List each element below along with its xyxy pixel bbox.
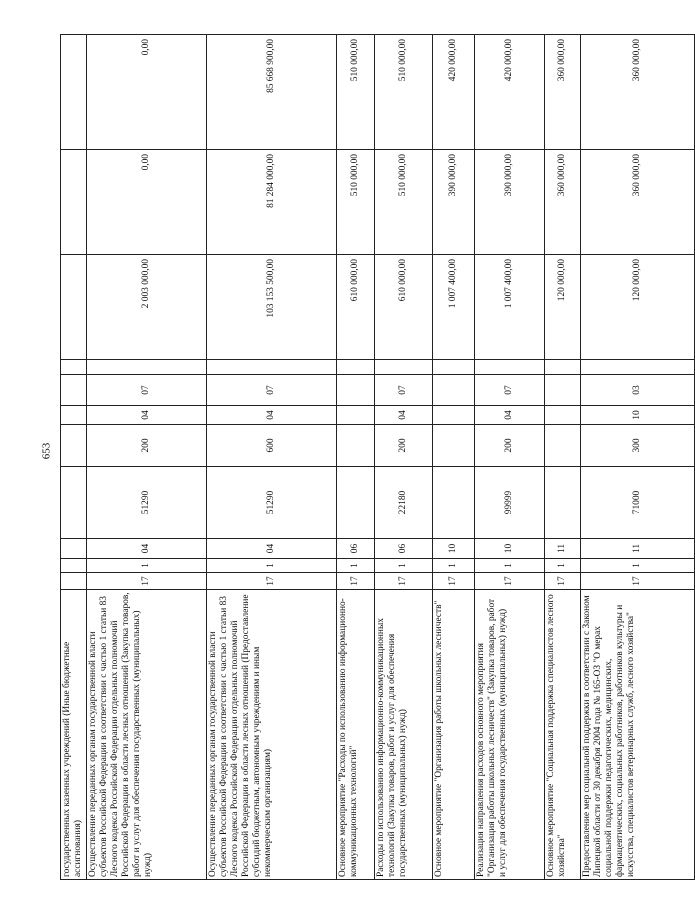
amount-year-3-cell: 510 000,00 [337,35,375,150]
amount-year-3-cell: 420 000,00 [433,35,475,150]
section-code-cell: 04 [475,406,545,425]
subsection-code-cell [433,375,475,406]
expense-type-code-cell [545,425,581,467]
amount-year-1-cell: 103 153 500,00 [207,255,337,360]
amount-year-1-cell: 610 000,00 [337,255,375,360]
extra-code-cell [207,360,337,375]
amount-year-2-cell: 390 000,00 [433,150,475,255]
subprogram-code-cell: 1 [475,559,545,573]
table-body [61,35,695,880]
table-row [475,35,545,880]
program-code-cell: 17 [475,573,545,590]
main-event-code-cell: 10 [475,539,545,559]
program-code-cell: 17 [87,573,207,590]
subprogram-code-cell: 1 [207,559,337,573]
subsection-code-cell: 07 [475,375,545,406]
main-event-code-cell: 11 [581,539,695,559]
extra-code-cell [581,360,695,375]
description-cell: Основное мероприятие "Организация работы школьных лесничеств" [433,590,475,880]
main-event-code-cell: 10 [433,539,475,559]
section-code-cell [337,406,375,425]
main-event-code-cell: 11 [545,539,581,559]
main-event-code-cell: 06 [375,539,433,559]
budget-table [60,34,695,880]
program-code-cell: 17 [375,573,433,590]
extra-code-cell [545,360,581,375]
amount-year-3-cell: 420 000,00 [475,35,545,150]
subsection-code-cell: 07 [87,375,207,406]
subsection-code-cell [545,375,581,406]
program-code-cell: 17 [337,573,375,590]
amount-year-2-cell: 360 000,00 [545,150,581,255]
description-cell: Предоставление мер социальной поддержки в соответствии с Законом Липецкой области от 30 декабря 2004 года № 165-ОЗ "О мерах социальной поддержки педагогических, медицинских, фармацевтических, социальных работников, работников культуры и искусства, специалистов ветеринарных служб, лесного хозяйства" [581,590,695,880]
program-code-cell [61,573,87,590]
amount-year-1-cell: 120 000,00 [581,255,695,360]
subsection-code-cell: 07 [207,375,337,406]
section-code-cell [433,406,475,425]
amount-year-3-cell: 0,00 [87,35,207,150]
amount-year-2-cell: 0,00 [87,150,207,255]
extra-code-cell [337,360,375,375]
subsection-code-cell [61,375,87,406]
amount-year-2-cell: 81 284 000,00 [207,150,337,255]
rotated-page-content [60,35,642,880]
table-row [433,35,475,880]
amount-year-1-cell: 120 000,00 [545,255,581,360]
expense-direction-code-cell: 22180 [375,467,433,539]
table-row [545,35,581,880]
subsection-code-cell: 07 [375,375,433,406]
amount-year-2-cell: 360 000,00 [581,150,695,255]
subprogram-code-cell: 1 [545,559,581,573]
extra-code-cell [375,360,433,375]
subprogram-code-cell: 1 [433,559,475,573]
section-code-cell [545,406,581,425]
expense-type-code-cell: 300 [581,425,695,467]
subprogram-code-cell: 1 [375,559,433,573]
expense-direction-code-cell: 99999 [475,467,545,539]
subprogram-code-cell: 1 [581,559,695,573]
program-code-cell: 17 [581,573,695,590]
description-cell: Основное мероприятие "Расходы по использованию информационно-коммуникационных технологий" [337,590,375,880]
expense-direction-code-cell: 71000 [581,467,695,539]
subsection-code-cell: 03 [581,375,695,406]
section-code-cell: 10 [581,406,695,425]
subprogram-code-cell: 1 [337,559,375,573]
expense-type-code-cell: 200 [87,425,207,467]
expense-type-code-cell [337,425,375,467]
program-code-cell: 17 [207,573,337,590]
table-row [375,35,433,880]
amount-year-1-cell: 1 007 400,00 [475,255,545,360]
amount-year-3-cell: 360 000,00 [545,35,581,150]
section-code-cell [61,406,87,425]
main-event-code-cell: 04 [87,539,207,559]
amount-year-3-cell: 85 668 900,00 [207,35,337,150]
extra-code-cell [61,360,87,375]
extra-code-cell [87,360,207,375]
amount-year-2-cell: 510 000,00 [337,150,375,255]
description-cell: Реализация направления расходов основного мероприятия "Организация работы школьных лесничеств" (Закупка товаров, работ и услуг для обеспечения государственных (муниципальных) нужд) [475,590,545,880]
main-event-code-cell: 04 [207,539,337,559]
expense-type-code-cell: 200 [475,425,545,467]
expense-type-code-cell [61,425,87,467]
description-cell: Расходы по использованию информационно-коммуникационных технологий (Закупка товаров, работ и услуг для обеспечения государственных (муниципальных) нужд) [375,590,433,880]
amount-year-3-cell: 360 000,00 [581,35,695,150]
table-row [61,35,87,880]
expense-direction-code-cell: 51290 [207,467,337,539]
amount-year-1-cell: 2 003 000,00 [87,255,207,360]
amount-year-2-cell [61,150,87,255]
section-code-cell: 04 [87,406,207,425]
description-cell: Осуществление переданных органам государственной власти субъектов Российской Федерации в соответствии с частью 1 статьи 83 Лесного кодекса Российской Федерации отдельных полномочий Российской Федерации в области лесных отношений (Закупка товаров, работ и услуг для обеспечения государственных (муниципальных) нужд) [87,590,207,880]
expense-direction-code-cell [337,467,375,539]
extra-code-cell [433,360,475,375]
main-event-code-cell: 06 [337,539,375,559]
expense-direction-code-cell [545,467,581,539]
expense-type-code-cell [433,425,475,467]
expense-type-code-cell: 200 [375,425,433,467]
amount-year-3-cell [61,35,87,150]
amount-year-1-cell: 610 000,00 [375,255,433,360]
page-number: 653 [40,442,53,460]
program-code-cell: 17 [433,573,475,590]
extra-code-cell [475,360,545,375]
expense-type-code-cell: 600 [207,425,337,467]
main-event-code-cell [61,539,87,559]
description-cell: государственных казенных учреждений (Иные бюджетные ассигнования) [61,590,87,880]
amount-year-2-cell: 510 000,00 [375,150,433,255]
amount-year-2-cell: 390 000,00 [475,150,545,255]
amount-year-3-cell: 510 000,00 [375,35,433,150]
table-row [337,35,375,880]
section-code-cell: 04 [207,406,337,425]
expense-direction-code-cell: 51290 [87,467,207,539]
description-cell: Основное мероприятие "Социальная поддержка специалистов лесного хозяйства" [545,590,581,880]
table-row [207,35,337,880]
subprogram-code-cell [61,559,87,573]
expense-direction-code-cell [433,467,475,539]
subprogram-code-cell: 1 [87,559,207,573]
amount-year-1-cell: 1 007 400,00 [433,255,475,360]
expense-direction-code-cell [61,467,87,539]
table-row [581,35,695,880]
amount-year-1-cell [61,255,87,360]
description-cell: Осуществление переданных органам государственной власти субъектов Российской Федерации в соответствии с частью 1 статьи 83 Лесного кодекса Российской Федерации отдельных полномочий Российской Федерации в области лесных отношений (Предоставление субсидий бюджетным, автономным учреждениям и иным некоммерческим организациям) [207,590,337,880]
program-code-cell: 17 [545,573,581,590]
section-code-cell: 04 [375,406,433,425]
table-row [87,35,207,880]
subsection-code-cell [337,375,375,406]
